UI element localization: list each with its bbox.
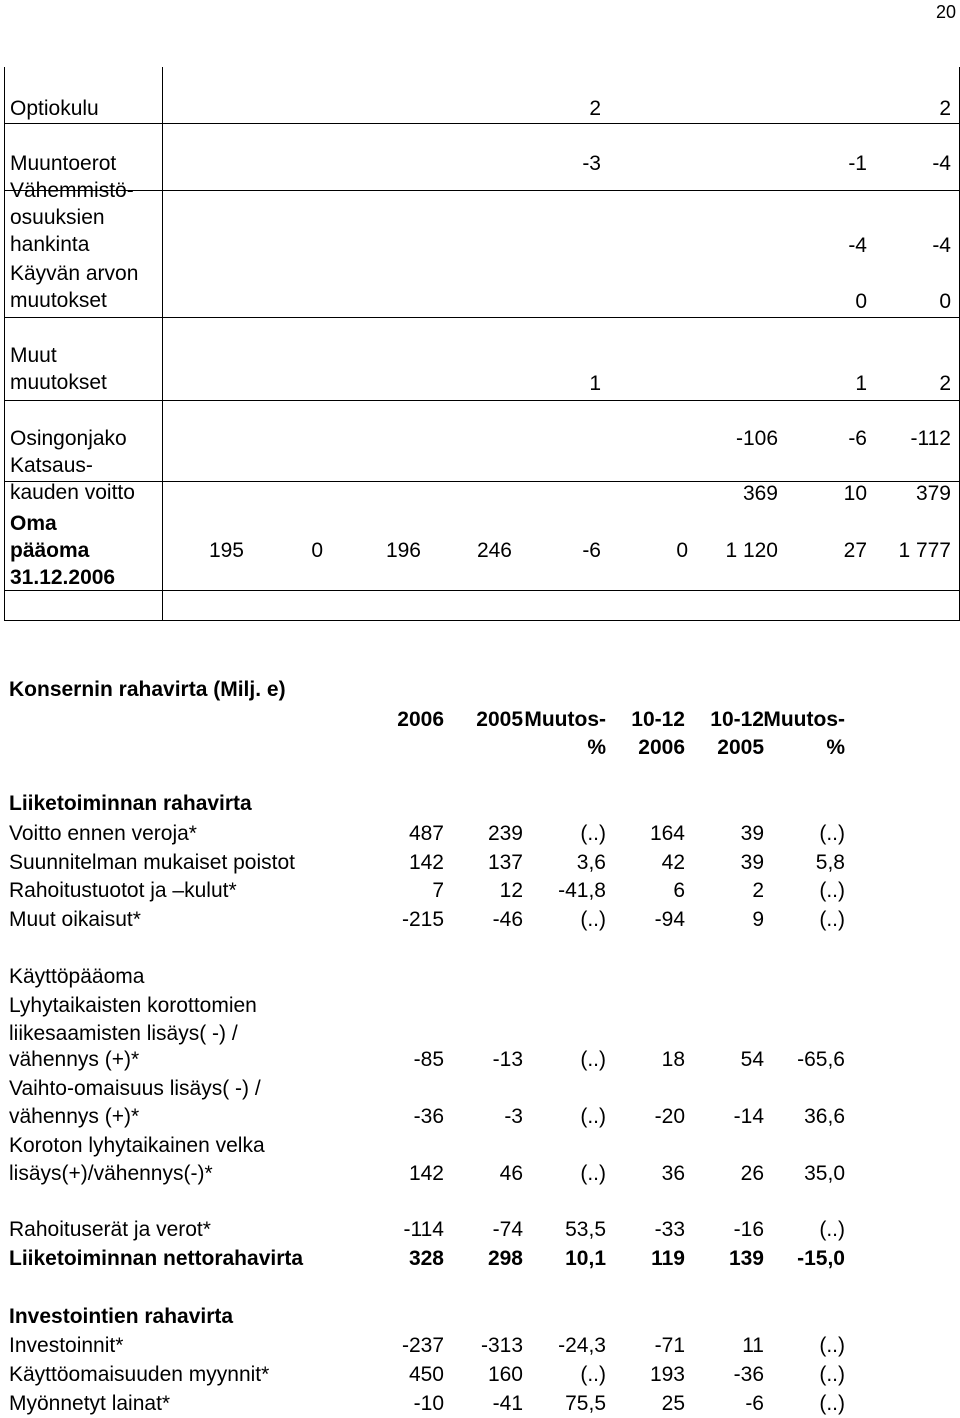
cashflow-cell: -6 (745, 1392, 764, 1415)
cashflow-cell: 119 (651, 1247, 685, 1270)
cashflow-cell: (..) (819, 1334, 845, 1357)
cashflow-cell: (..) (819, 1218, 845, 1241)
equity-cell: 246 (476, 539, 512, 562)
equity-cell: -4 (932, 234, 951, 257)
cashflow-cell: (..) (580, 1105, 606, 1128)
cashflow-cell: (..) (580, 822, 606, 845)
cashflow-cell: (..) (819, 1363, 845, 1386)
cashflow-cell: -313 (480, 1334, 523, 1357)
equity-row-label: Käyvän arvon muutokset (10, 262, 139, 312)
cashflow-cell: 239 (487, 822, 523, 845)
equity-cell: 10 (843, 482, 867, 505)
equity-cell: -112 (910, 427, 951, 450)
equity-cell: -4 (848, 234, 867, 257)
cashflow-row-label: liikesaamisten lisäys( -) / (9, 1022, 238, 1045)
cashflow-row-label: Liiketoiminnan nettorahavirta (9, 1247, 304, 1270)
cashflow-cell: -41,8 (558, 879, 606, 902)
cashflow-cell: -15,0 (797, 1247, 845, 1270)
equity-cell: -6 (582, 539, 601, 562)
equity-cell: 1 (855, 372, 867, 395)
cashflow-cell: 26 (740, 1162, 764, 1185)
cashflow-cell: 142 (408, 1162, 444, 1185)
cashflow-row-label: Muut oikaisut* (9, 908, 141, 931)
cashflow-cell: 487 (408, 822, 444, 845)
cashflow-cell: -46 (492, 908, 523, 931)
cashflow-cell: -71 (654, 1334, 685, 1357)
cashflow-cell: 450 (408, 1363, 444, 1386)
table-divider (5, 317, 959, 318)
cashflow-row-label: Koroton lyhytaikainen velka (9, 1134, 265, 1157)
cashflow-column-header: 10-12 2005 (710, 708, 764, 759)
cashflow-row-label: vähennys (+)* (9, 1048, 140, 1071)
equity-cell: 0 (939, 290, 951, 313)
cashflow-cell: -114 (403, 1218, 444, 1241)
cashflow-cell: 193 (649, 1363, 685, 1386)
cashflow-cell: 11 (742, 1334, 764, 1357)
cashflow-column-header: Muutos- % (524, 708, 606, 759)
cashflow-cell: 6 (673, 879, 685, 902)
equity-row-label: Optiokulu (10, 97, 99, 120)
cashflow-cell: 7 (432, 879, 444, 902)
cashflow-cell: 10,1 (565, 1247, 606, 1270)
cashflow-cell: -65,6 (797, 1048, 845, 1071)
equity-cell: 1 120 (725, 539, 778, 562)
equity-row-label: Osingonjako (10, 427, 127, 450)
equity-cell: 379 (915, 482, 951, 505)
cashflow-cell: 298 (487, 1247, 523, 1270)
cashflow-row-label: Vaihto-omaisuus lisäys( -) / (9, 1077, 261, 1100)
equity-table (4, 67, 960, 621)
cashflow-cell: -36 (413, 1105, 444, 1128)
equity-cell: 196 (385, 539, 421, 562)
cashflow-row-label: Liiketoiminnan rahavirta (9, 792, 252, 815)
cashflow-column-header: 2006 (397, 708, 444, 731)
table-divider (5, 190, 959, 191)
equity-cell: 0 (676, 539, 688, 562)
cashflow-cell: 137 (487, 851, 523, 874)
cashflow-cell: (..) (580, 908, 606, 931)
equity-cell: -4 (932, 152, 951, 175)
cashflow-cell: 9 (752, 908, 764, 931)
cashflow-cell: (..) (819, 822, 845, 845)
cashflow-row-label: Lyhytaikaisten korottomien (9, 994, 257, 1017)
cashflow-cell: 54 (740, 1048, 764, 1071)
equity-row-label: Muut muutokset (10, 344, 107, 394)
equity-cell: 369 (742, 482, 778, 505)
cashflow-cell: -10 (413, 1392, 444, 1415)
cashflow-cell: 139 (728, 1247, 764, 1270)
cashflow-cell: 53,5 (565, 1218, 606, 1241)
cashflow-cell: 328 (408, 1247, 444, 1270)
cashflow-title: Konsernin rahavirta (Milj. e) (9, 678, 286, 701)
cashflow-cell: -85 (413, 1048, 444, 1071)
cashflow-cell: -74 (492, 1218, 523, 1241)
cashflow-cell: 36,6 (804, 1105, 845, 1128)
cashflow-row-label: vähennys (+)* (9, 1105, 140, 1128)
table-column-divider (162, 67, 163, 620)
cashflow-cell: -94 (654, 908, 685, 931)
cashflow-cell: 2 (752, 879, 764, 902)
cashflow-cell: 39 (740, 822, 764, 845)
cashflow-row-label: Suunnitelman mukaiset poistot (9, 851, 295, 874)
cashflow-row-label: Investointien rahavirta (9, 1305, 234, 1328)
cashflow-cell: -20 (654, 1105, 685, 1128)
cashflow-cell: (..) (819, 879, 845, 902)
cashflow-cell: (..) (580, 1363, 606, 1386)
equity-cell: -6 (848, 427, 867, 450)
cashflow-cell: (..) (580, 1162, 606, 1185)
cashflow-cell: 46 (499, 1162, 523, 1185)
cashflow-row-label: Käyttöpääoma (9, 965, 145, 988)
cashflow-cell: 75,5 (565, 1392, 606, 1415)
cashflow-cell: -24,3 (558, 1334, 606, 1357)
cashflow-cell: 160 (487, 1363, 523, 1386)
cashflow-cell: (..) (819, 1392, 845, 1415)
equity-row-label: Vähemmistö- osuuksien hankinta (10, 179, 134, 256)
equity-cell: 195 (208, 539, 244, 562)
cashflow-cell: 39 (740, 851, 764, 874)
equity-row-label: Katsaus- kauden voitto (10, 454, 135, 504)
cashflow-cell: -14 (733, 1105, 764, 1128)
cashflow-cell: (..) (819, 908, 845, 931)
cashflow-cell: (..) (580, 1048, 606, 1071)
equity-cell: 2 (939, 372, 951, 395)
cashflow-row-label: Voitto ennen veroja* (9, 822, 197, 845)
page-number: 20 (935, 2, 956, 22)
cashflow-row-label: Käyttöomaisuuden myynnit* (9, 1363, 270, 1386)
cashflow-cell: 142 (408, 851, 444, 874)
equity-row-label: Oma pääoma 31.12.2006 (10, 512, 116, 589)
cashflow-cell: -237 (401, 1334, 444, 1357)
equity-cell: -3 (582, 152, 601, 175)
equity-cell: 27 (843, 539, 867, 562)
table-divider (5, 123, 959, 124)
table-divider (5, 400, 959, 401)
cashflow-cell: 3,6 (576, 851, 606, 874)
cashflow-cell: -13 (492, 1048, 523, 1071)
cashflow-column-header: 10-12 2006 (631, 708, 685, 759)
cashflow-column-header: 2005 (476, 708, 523, 731)
cashflow-row-label: Investoinnit* (9, 1334, 124, 1357)
equity-cell: 0 (311, 539, 323, 562)
cashflow-cell: 18 (661, 1048, 685, 1071)
table-divider (5, 590, 959, 591)
cashflow-cell: -3 (504, 1105, 523, 1128)
equity-cell: 1 (589, 372, 601, 395)
cashflow-row-label: lisäys(+)/vähennys(-)* (9, 1162, 213, 1185)
cashflow-cell: 164 (649, 822, 685, 845)
cashflow-cell: 42 (661, 851, 685, 874)
cashflow-row-label: Rahoitustuotot ja –kulut* (9, 879, 237, 902)
cashflow-cell: 25 (661, 1392, 685, 1415)
cashflow-cell: -36 (733, 1363, 764, 1386)
equity-cell: 1 777 (898, 539, 951, 562)
equity-cell: 2 (939, 97, 951, 120)
cashflow-cell: -215 (401, 908, 444, 931)
cashflow-cell: -41 (492, 1392, 523, 1415)
equity-cell: -106 (735, 427, 778, 450)
cashflow-cell: 35,0 (804, 1162, 845, 1185)
cashflow-cell: 36 (661, 1162, 685, 1185)
cashflow-cell: 12 (499, 879, 523, 902)
cashflow-row-label: Rahoituserät ja verot* (9, 1218, 211, 1241)
equity-cell: 2 (589, 97, 601, 120)
equity-cell: -1 (848, 152, 867, 175)
equity-row-label: Muuntoerot (10, 152, 117, 175)
cashflow-cell: 5,8 (815, 851, 845, 874)
cashflow-cell: -16 (733, 1218, 764, 1241)
cashflow-row-label: Myönnetyt lainat* (9, 1392, 171, 1415)
equity-cell: 0 (855, 290, 867, 313)
cashflow-cell: -33 (654, 1218, 685, 1241)
cashflow-column-header: Muutos- % (763, 708, 845, 759)
